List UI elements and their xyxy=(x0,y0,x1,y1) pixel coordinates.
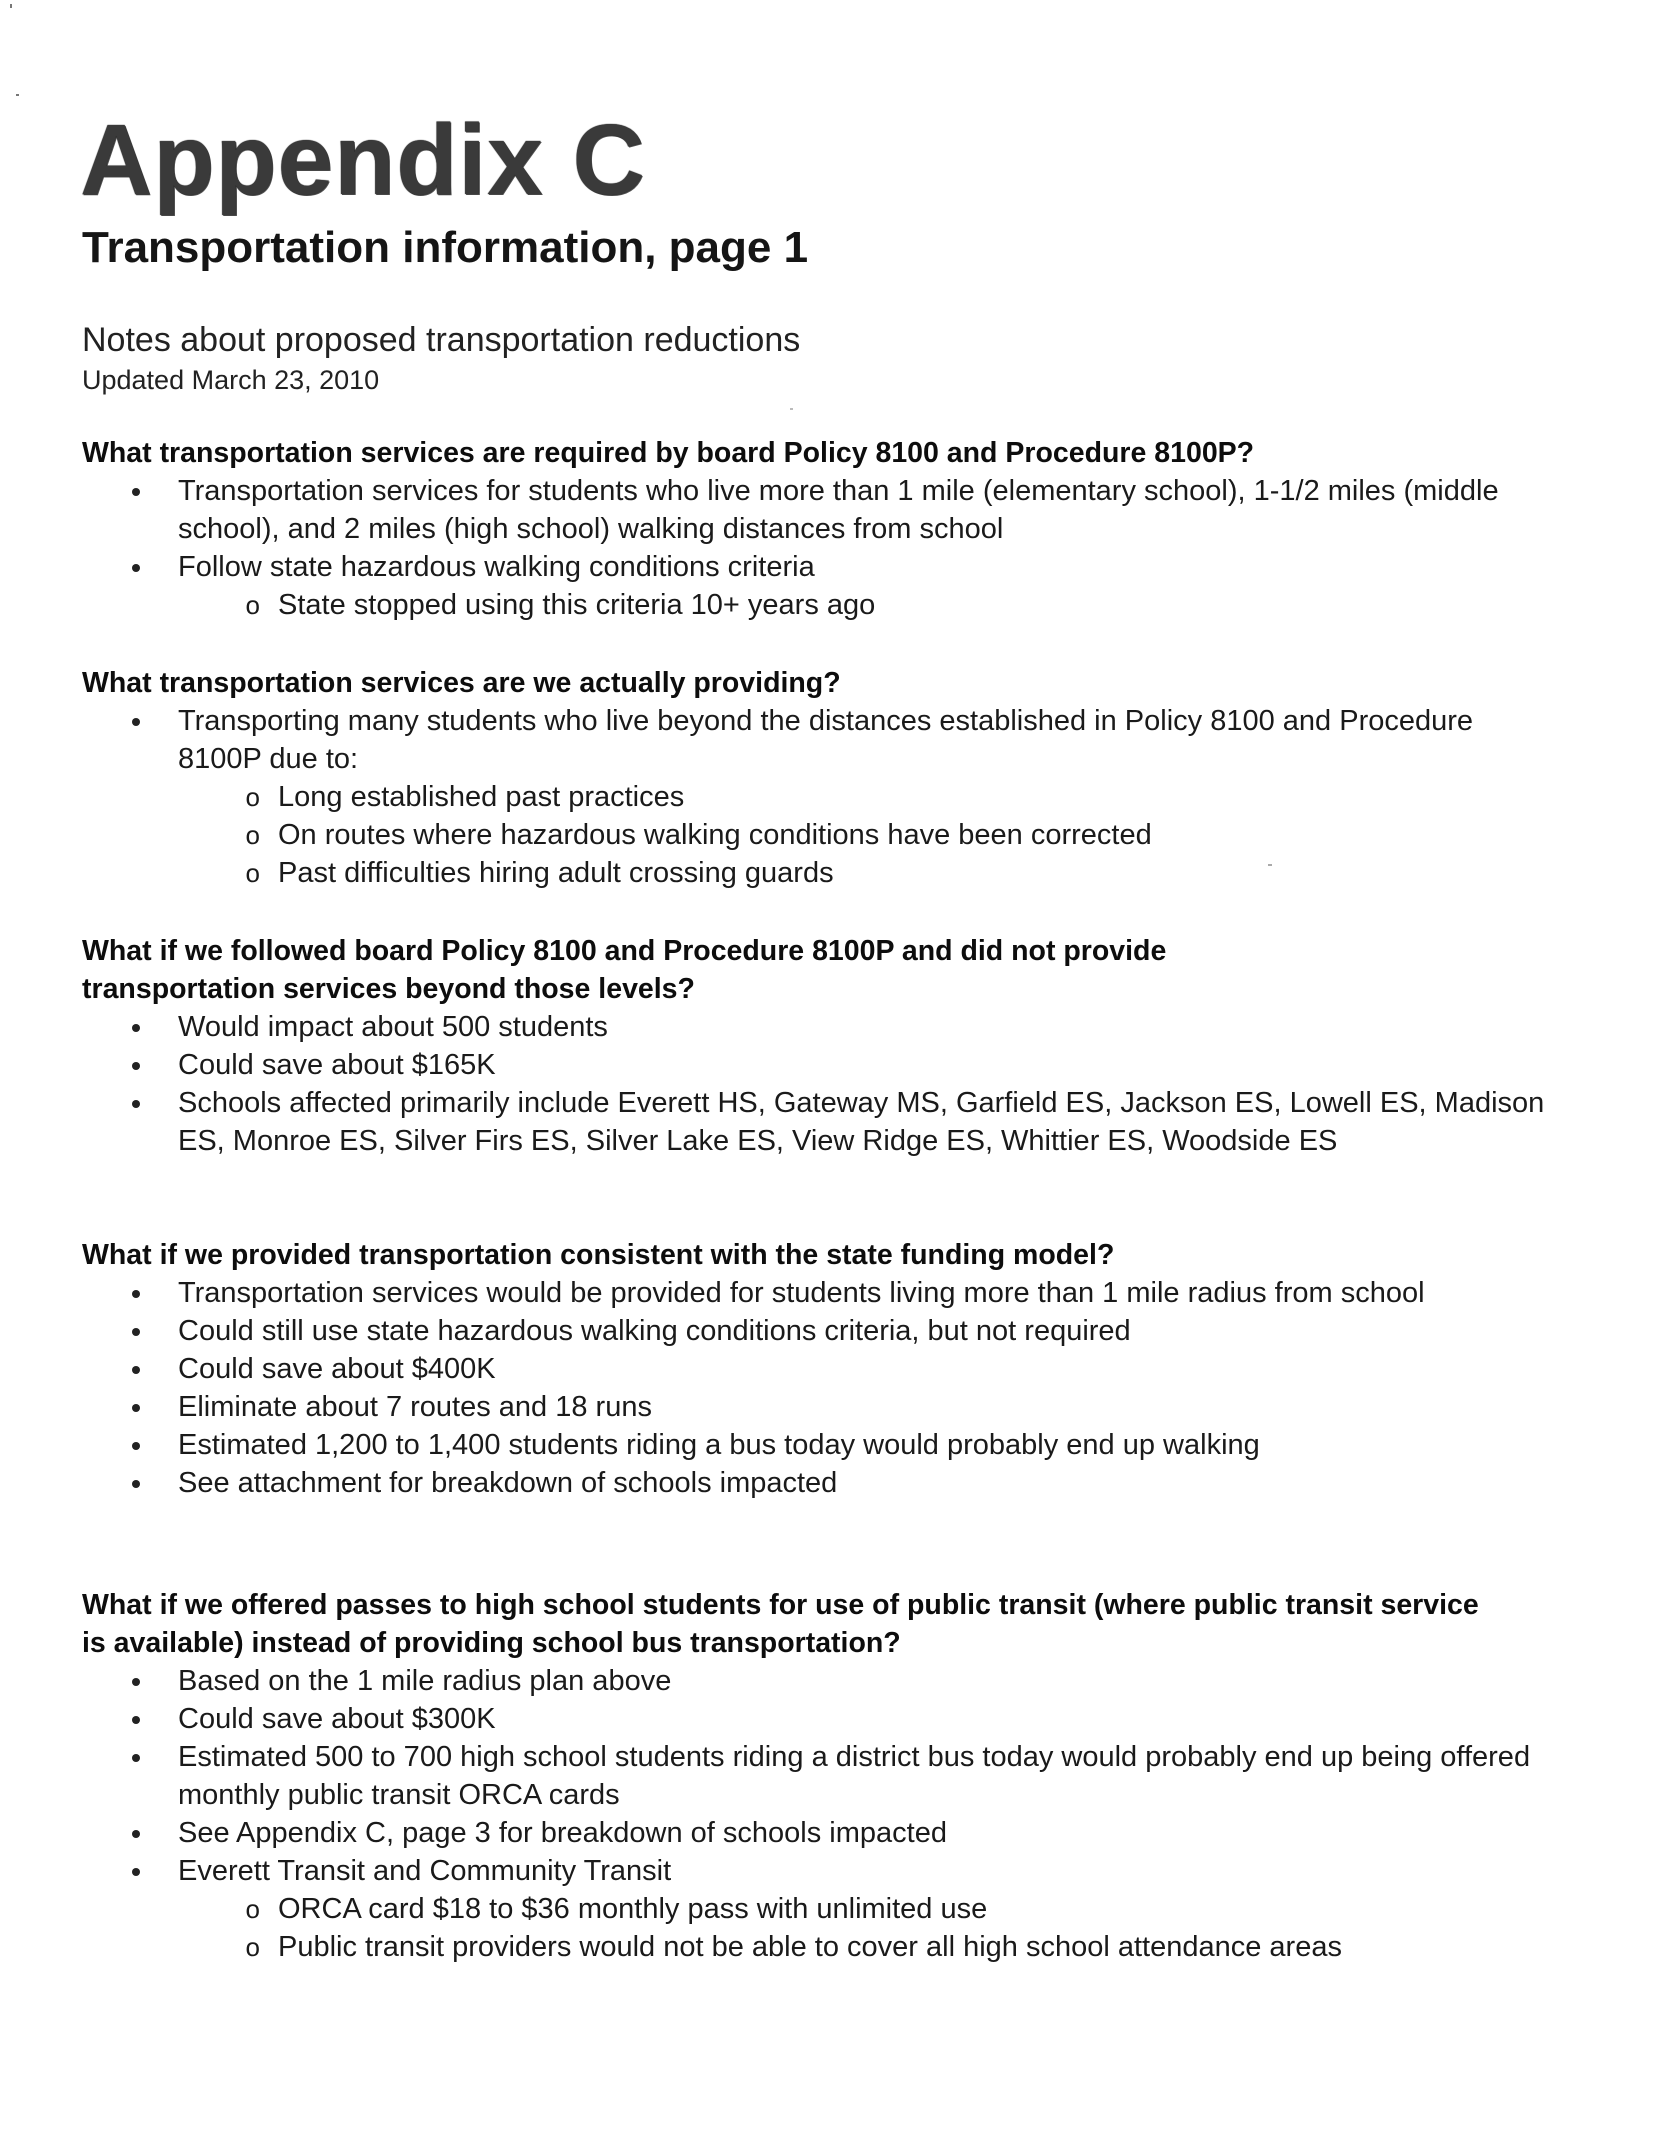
sub-list-item xyxy=(178,778,1552,816)
bullet-icon xyxy=(132,1868,140,1876)
list-item xyxy=(82,1274,1552,1312)
section-required-services xyxy=(82,434,1552,624)
list-item-text: Eliminate about 7 routes and 18 runs xyxy=(178,1391,652,1423)
sub-list-item-text: State stopped using this criteria 10+ years ago xyxy=(278,589,876,621)
sub-list-item-text: Public transit providers would not be able to cover all high school attendance areas xyxy=(278,1931,1342,1963)
bullet-list xyxy=(82,1662,1552,1966)
sub-list-item xyxy=(178,586,1552,624)
list-item-text: See attachment for breakdown of schools impacted xyxy=(178,1467,838,1499)
bullet-icon xyxy=(132,488,140,496)
sub-bullet-list xyxy=(178,586,1552,624)
list-item xyxy=(82,1426,1552,1464)
list-item xyxy=(82,1700,1552,1738)
list-item-text: Based on the 1 mile radius plan above xyxy=(178,1665,672,1697)
section-question: What if we followed board Policy 8100 and Procedure 8100P and did not provide transportation services beyond those levels? xyxy=(82,935,1167,1005)
list-item-text: Estimated 500 to 700 high school students riding a district bus today would probably end up being offered monthly public transit ORCA cards xyxy=(178,1741,1531,1811)
bullet-icon xyxy=(132,1754,140,1762)
list-item-text: Could save about $300K xyxy=(178,1703,496,1735)
bullet-icon xyxy=(132,718,140,726)
bullet-list xyxy=(82,472,1552,624)
list-item-text: Could still use state hazardous walking conditions criteria, but not required xyxy=(178,1315,1131,1347)
list-item-text: Would impact about 500 students xyxy=(178,1011,608,1043)
list-item xyxy=(82,1388,1552,1426)
bullet-icon xyxy=(132,1100,140,1108)
section-follow-policy xyxy=(82,932,1552,1160)
scan-speck xyxy=(10,4,12,8)
bullet-icon xyxy=(132,1290,140,1298)
bullet-list xyxy=(82,702,1552,892)
section-state-funding-model xyxy=(82,1236,1552,1502)
bullet-icon xyxy=(132,1404,140,1412)
sub-list-item xyxy=(178,816,1552,854)
section-transit-passes xyxy=(82,1586,1552,1966)
notes-heading: Notes about proposed transportation reductions xyxy=(82,321,801,359)
list-item-text: Schools affected primarily include Everett HS, Gateway MS, Garfield ES, Jackson ES, Lowell ES, Madison ES, Monroe ES, Silver Firs ES, Silver Lake ES, View Ridge ES, Whittier ES, Woodside ES xyxy=(178,1087,1545,1157)
sub-bullet-icon: o xyxy=(245,820,260,850)
updated-date: Updated March 23, 2010 xyxy=(82,365,380,395)
section-question: What transportation services are required by board Policy 8100 and Procedure 8100P? xyxy=(82,437,1255,469)
sub-list-item xyxy=(178,854,1552,892)
sub-bullet-icon: o xyxy=(245,590,260,620)
sub-list-item xyxy=(178,1928,1552,1966)
list-item xyxy=(82,1464,1552,1502)
list-item xyxy=(82,702,1552,892)
sub-bullet-icon: o xyxy=(245,782,260,812)
page-subtitle: Transportation information, page 1 xyxy=(82,223,809,272)
list-item-text: Transportation services for students who live more than 1 mile (elementary school), 1-1/2 miles (middle school), and 2 miles (high school) walking distances from school xyxy=(178,475,1499,545)
bullet-icon xyxy=(132,564,140,572)
sub-bullet-icon: o xyxy=(245,858,260,888)
sub-list-item-text: Long established past practices xyxy=(278,781,685,813)
list-item-text: See Appendix C, page 3 for breakdown of schools impacted xyxy=(178,1817,947,1849)
list-item xyxy=(82,1008,1552,1046)
sub-bullet-icon: o xyxy=(245,1932,260,1962)
sub-list-item xyxy=(178,1890,1552,1928)
bullet-list xyxy=(82,1008,1552,1160)
list-item xyxy=(82,548,1552,624)
section-question: What if we provided transportation consistent with the state funding model? xyxy=(82,1239,1115,1271)
list-item xyxy=(82,472,1552,548)
sub-bullet-list xyxy=(178,778,1552,892)
list-item xyxy=(82,1046,1552,1084)
section-question: What transportation services are we actually providing? xyxy=(82,667,841,699)
list-item-text: Transportation services would be provided for students living more than 1 mile radius from school xyxy=(178,1277,1425,1309)
list-item xyxy=(82,1738,1552,1814)
section-question: What if we offered passes to high school students for use of public transit (where public transit service is available) instead of providing school bus transportation? xyxy=(82,1589,1479,1659)
list-item-text: Could save about $400K xyxy=(178,1353,496,1385)
list-item xyxy=(82,1814,1552,1852)
section-actual-services xyxy=(82,664,1552,892)
appendix-title: Appendix C xyxy=(80,104,646,216)
list-item xyxy=(82,1350,1552,1388)
sub-list-item-text: On routes where hazardous walking conditions have been corrected xyxy=(278,819,1152,851)
list-item-text: Transporting many students who live beyond the distances established in Policy 8100 and Procedure 8100P due to: xyxy=(178,705,1474,775)
bullet-icon xyxy=(132,1480,140,1488)
list-item-text: Could save about $165K xyxy=(178,1049,496,1081)
scan-speck xyxy=(790,408,793,410)
sub-list-item-text: ORCA card $18 to $36 monthly pass with unlimited use xyxy=(278,1893,988,1925)
sub-bullet-icon: o xyxy=(245,1894,260,1924)
sub-bullet-list xyxy=(178,1890,1552,1966)
sub-list-item-text: Past difficulties hiring adult crossing guards xyxy=(278,857,834,889)
bullet-icon xyxy=(132,1062,140,1070)
bullet-icon xyxy=(132,1716,140,1724)
list-item-text: Follow state hazardous walking conditions criteria xyxy=(178,551,815,583)
bullet-icon xyxy=(132,1830,140,1838)
bullet-icon xyxy=(132,1366,140,1374)
bullet-icon xyxy=(132,1442,140,1450)
list-item xyxy=(82,1852,1552,1966)
scan-speck xyxy=(16,94,19,96)
list-item xyxy=(82,1312,1552,1350)
list-item-text: Everett Transit and Community Transit xyxy=(178,1855,672,1887)
bullet-icon xyxy=(132,1024,140,1032)
bullet-icon xyxy=(132,1328,140,1336)
list-item-text: Estimated 1,200 to 1,400 students riding a bus today would probably end up walking xyxy=(178,1429,1260,1461)
bullet-icon xyxy=(132,1678,140,1686)
list-item xyxy=(82,1084,1552,1160)
list-item xyxy=(82,1662,1552,1700)
bullet-list xyxy=(82,1274,1552,1502)
